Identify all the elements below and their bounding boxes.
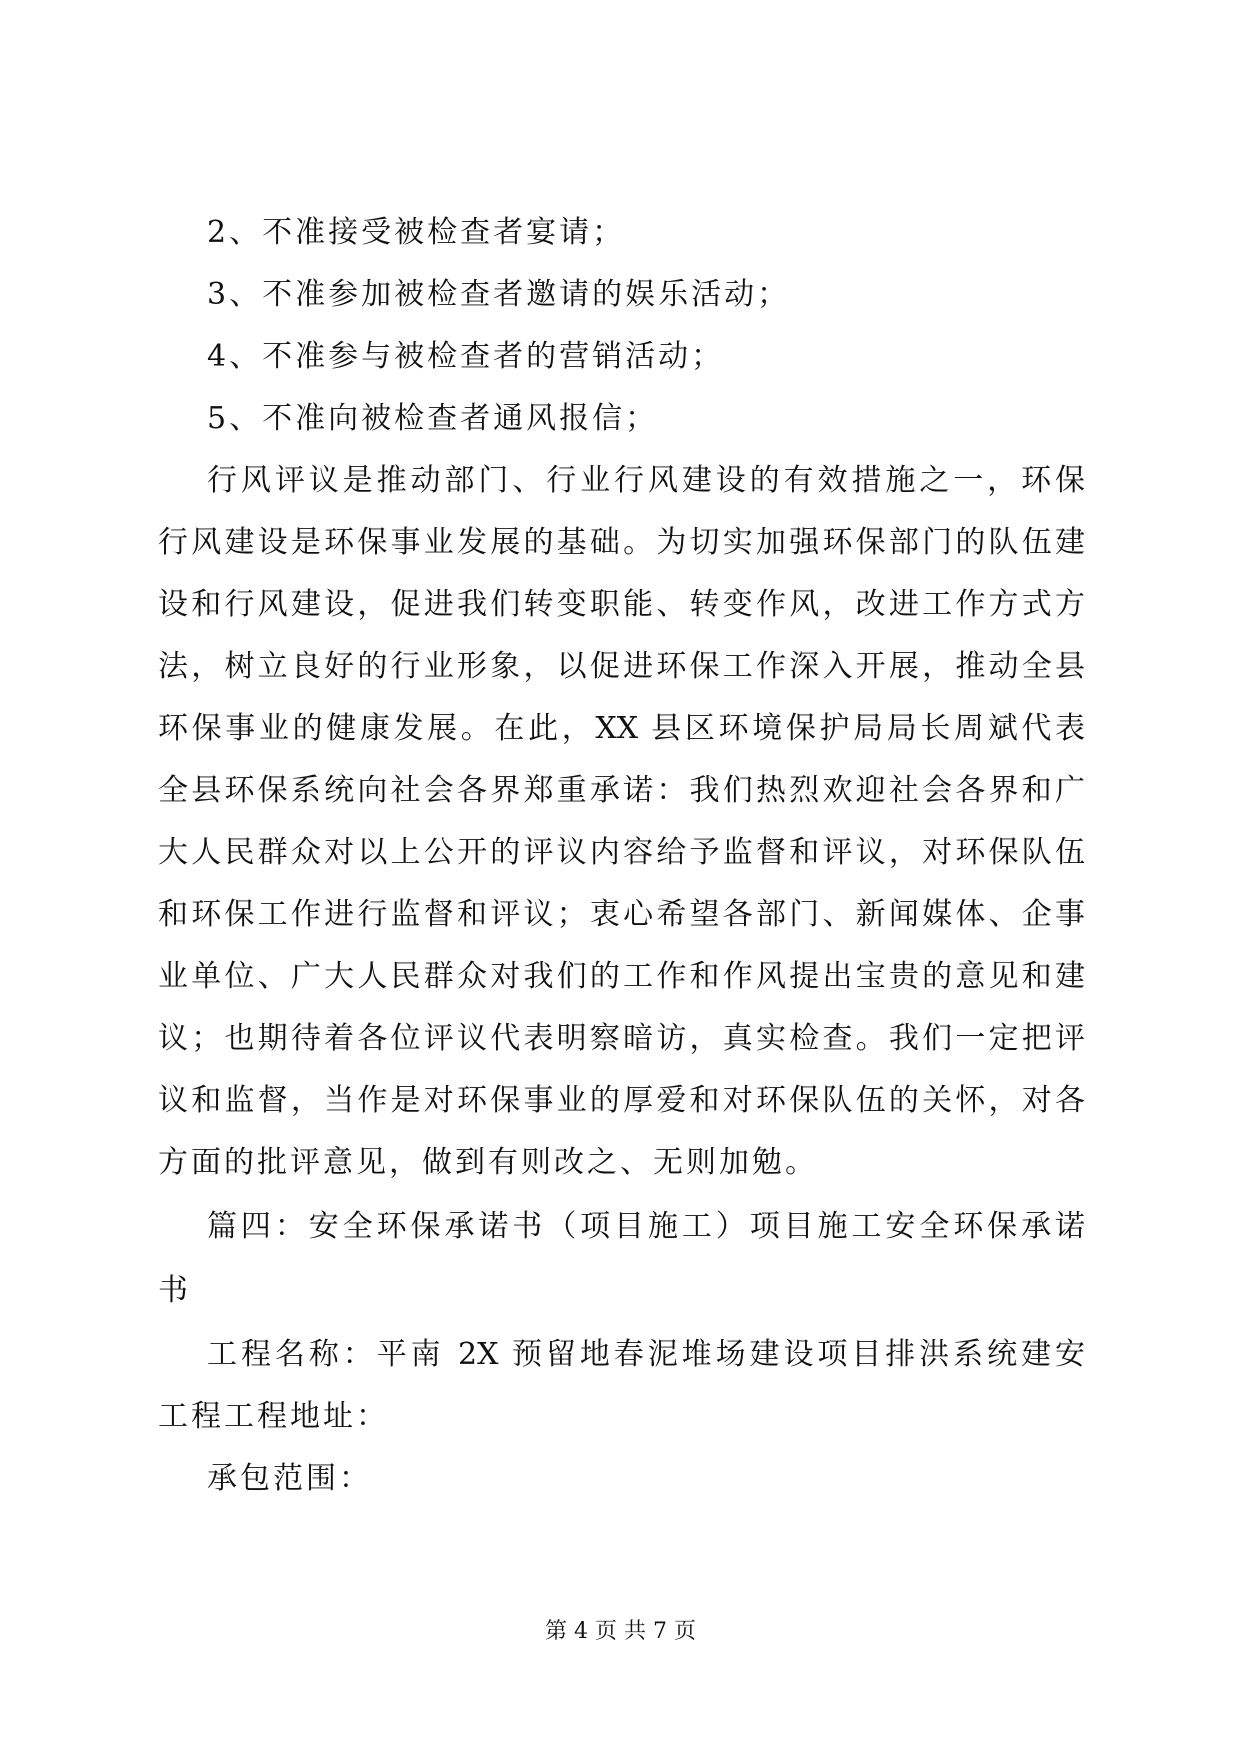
paragraph-line: 法，树立良好的行业形象，以促进环保工作深入开展，推动全县 (158, 649, 1085, 684)
paragraph-line: 和环保工作进行监督和评议；衷心希望各部门、新闻媒体、企事 (158, 897, 1085, 932)
paragraph-line: 大人民群众对以上公开的评议内容给予监督和评议，对环保队伍 (158, 835, 1085, 870)
paragraph-line: 设和行风建设，促进我们转变职能、转变作风，改进工作方式方 (158, 587, 1085, 622)
section-heading: 书 (158, 1273, 191, 1308)
list-item: 4、不准参与被检查者的营销活动； (207, 339, 725, 374)
paragraph-line: 议和监督，当作是对环保事业的厚爱和对环保队伍的关怀，对各 (158, 1083, 1085, 1118)
paragraph-line: 业单位、广大人民群众对我们的工作和作风提出宝贵的意见和建 (158, 959, 1085, 994)
paragraph-line: 行风建设是环保事业发展的基础。为切实加强环保部门的队伍建 (158, 525, 1085, 560)
project-address-line: 工程工程地址： (158, 1399, 389, 1434)
paragraph-line: 环保事业的健康发展。在此，XX 县区环境保护局局长周斌代表 (158, 711, 1085, 746)
paragraph-line: 议；也期待着各位评议代表明察暗访，真实检查。我们一定把评 (158, 1021, 1085, 1056)
project-name-line: 工程名称：平南 2X 预留地春泥堆场建设项目排洪系统建安 (207, 1337, 1085, 1372)
page-footer: 第 4 页 共 7 页 (545, 1619, 696, 1644)
paragraph-line: 全县环保系统向社会各界郑重承诺：我们热烈欢迎社会各界和广 (158, 773, 1085, 808)
contract-scope-line: 承包范围： (207, 1461, 372, 1496)
list-item: 3、不准参加被检查者邀请的娱乐活动； (207, 277, 791, 312)
list-item: 2、不准接受被检查者宴请； (207, 215, 626, 250)
paragraph-line: 行风评议是推动部门、行业行风建设的有效措施之一，环保 (207, 463, 1085, 498)
section-heading: 篇四：安全环保承诺书（项目施工）项目施工安全环保承诺 (207, 1209, 1085, 1244)
list-item: 5、不准向被检查者通风报信； (207, 401, 659, 436)
paragraph-line: 方面的批评意见，做到有则改之、无则加勉。 (158, 1145, 818, 1180)
